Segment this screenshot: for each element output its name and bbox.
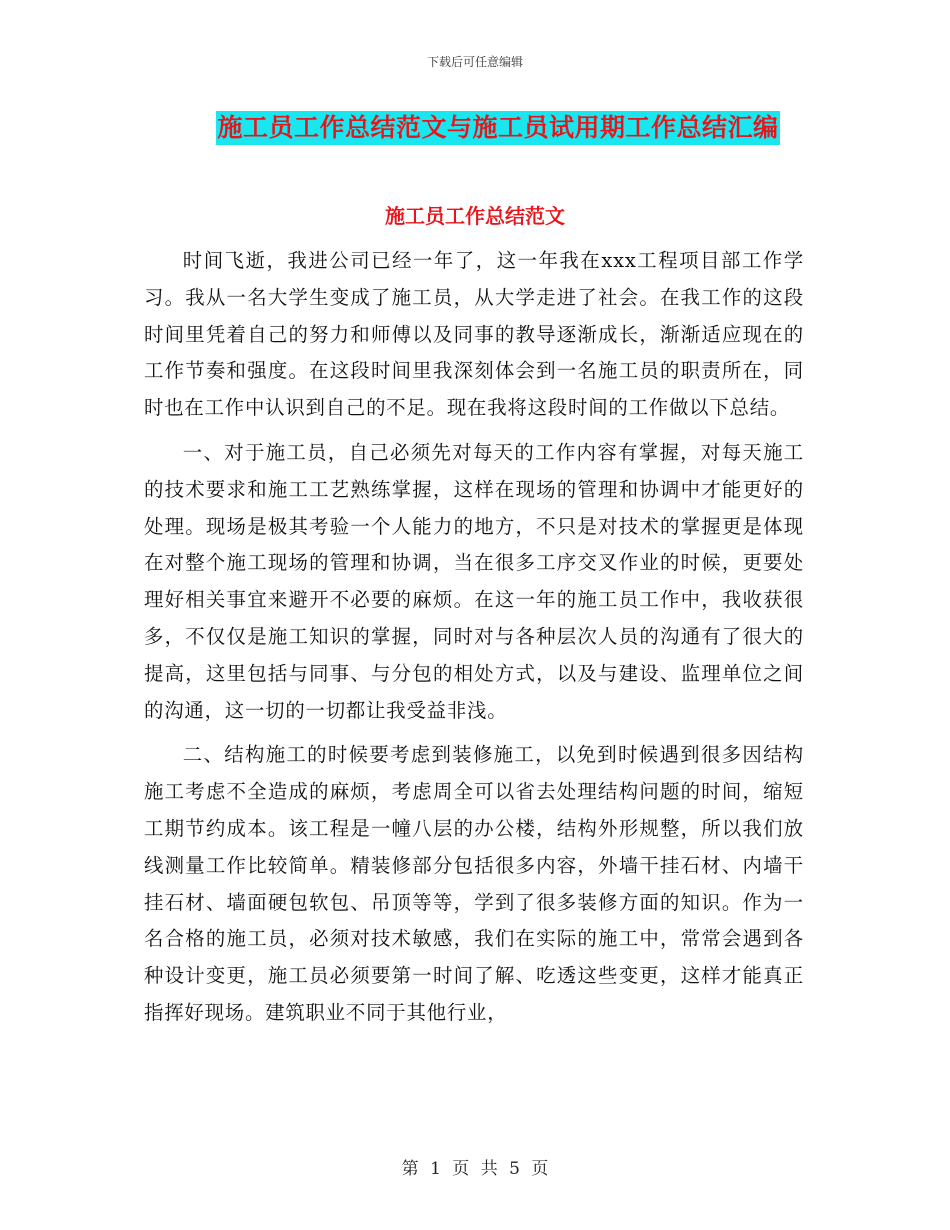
paragraph-intro: 时间飞逝，我进公司已经一年了，这一年我在xxx工程项目部工作学习。我从一名大学生变成了施工员，从大学走进了社会。在我工作的这段时间里凭着自己的努力和师傅以及同事的教导逐渐成长，渐渐适应现在的工作节奏和强度。在这段时间里我深刻体会到一名施工员的职责所在，同时也在工作中认识到自己的不足。现在我将这段时间的工作做以下总结。 xyxy=(144,249,804,420)
page-number-footer: 第 1 页 共 5 页 xyxy=(401,1159,549,1179)
document-title: 施工员工作总结范文与施工员试用期工作总结汇编 xyxy=(216,111,779,145)
paragraph-point-one: 一、对于施工员，自己必须先对每天的工作内容有掌握，对每天施工的技术要求和施工工艺熟练掌握，这样在现场的管理和协调中才能更好的处理。现场是极其考验一个人能力的地方，不只是对技术的掌握更是体现在对整个施工现场的管理和协调，当在很多工序交叉作业的时候，更要处理好相关事宜来避开不必要的麻烦。在这一年的施工员工作中，我收获很多，不仅仅是施工知识的掌握，同时对与各种层次人员的沟通有了很大的提高，这里包括与同事、与分包的相处方式，以及与建设、监理单位之间的沟通，这一切的一切都让我受益非浅。 xyxy=(144,440,804,722)
document-title-container xyxy=(0,111,950,145)
paragraph-point-two: 二、结构施工的时候要考虑到装修施工，以免到时候遇到很多因结构施工考虑不全造成的麻烦，考虑周全可以省去处理结构问题的时间，缩短工期节约成本。该工程是一幢八层的办公楼，结构外形规整，所以我们放线测量工作比较简单。精装修部分包括很多内容，外墙干挂石材、内墙干挂石材、墙面硬包软包、吊顶等等，学到了很多装修方面的知识。作为一名合格的施工员，必须对技术敏感，我们在实际的施工中，常常会遇到各种设计变更，施工员必须要第一时间了解、吃透这些变更，这样才能真正指挥好现场。建筑职业不同于其他行业， xyxy=(144,743,804,1024)
section-title: 施工员工作总结范文 xyxy=(385,204,565,228)
page-header-note: 下载后可任意编辑 xyxy=(426,55,523,69)
document-body xyxy=(144,243,804,1040)
